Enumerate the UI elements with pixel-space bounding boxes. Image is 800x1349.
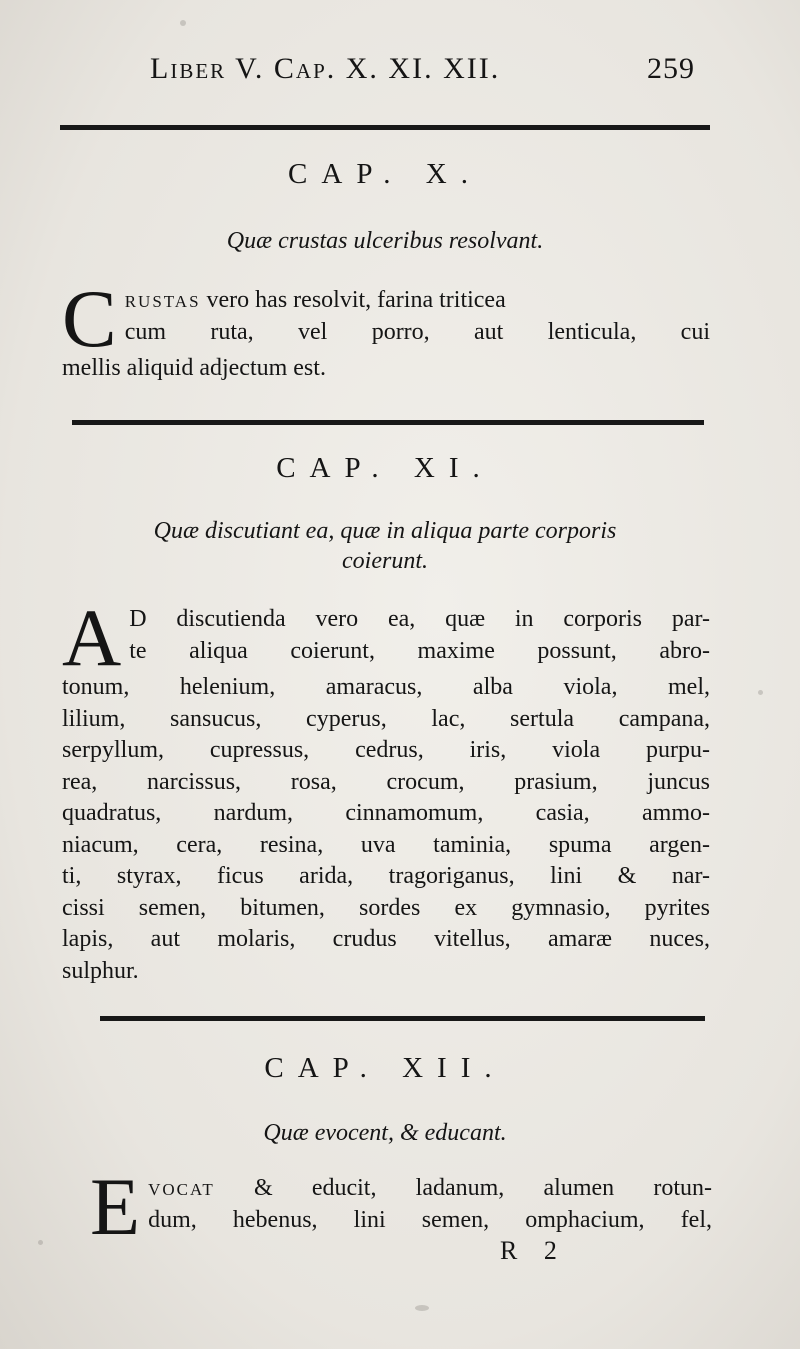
paragraph-line: niacum, cera, resina, uva taminia, spuma argen- [62, 831, 710, 858]
paragraph-line [62, 285, 710, 317]
lead-word: rustas [124, 287, 201, 313]
speckle [38, 1240, 43, 1245]
speckle [415, 1305, 429, 1311]
paragraph-line: cum ruta, vel porro, aut lenticula, cui [124, 318, 710, 345]
chapter-heading: CAP. XII. [264, 1052, 506, 1084]
chapter-heading: CAP. XI. [276, 452, 494, 484]
speckle [758, 690, 763, 695]
chapter-paragraph [62, 592, 710, 987]
drop-cap: E [90, 1161, 141, 1252]
running-head [150, 52, 695, 92]
paragraph-line: D discutienda vero ea, quæ in corporis par- [129, 606, 710, 632]
paragraph-line: ti, styrax, ficus arida, tragoriganus, lini & nar- [62, 863, 710, 889]
chapter-subtitle [60, 1118, 710, 1148]
section-rule [72, 420, 704, 425]
page-number: 259 [647, 52, 695, 85]
header-rule [60, 125, 710, 130]
signature-mark: R 2 [500, 1236, 567, 1265]
paragraph-line: lilium, sansucus, cyperus, lac, sertula campana, [62, 705, 710, 732]
paragraph-line: quadratus, nardum, cinnamomum, casia, ammo- [62, 800, 710, 826]
paragraph-line: cissi semen, bitumen, sordes ex gymnasio, pyrites [62, 894, 710, 921]
chapter-heading: CAP. X. [288, 158, 482, 190]
drop-cap: A [62, 592, 122, 683]
chapter-subtitle [60, 516, 710, 576]
chapter-subtitle [60, 226, 710, 256]
running-head-title: Liber V. Cap. X. XI. XII. [150, 52, 501, 85]
subtitle-line: Quæ evocent, & educant. [263, 1120, 507, 1146]
subtitle-line: Quæ crustas ulceribus resolvant. [226, 228, 544, 254]
chapter-paragraph [62, 273, 710, 385]
paragraph-line: rea, narcissus, rosa, crocum, prasium, juncus [62, 768, 710, 795]
paragraph-line: te aliqua coierunt, maxime possunt, abro- [129, 637, 710, 664]
section-rule [100, 1016, 705, 1021]
paragraph-line: tonum, helenium, amaracus, alba viola, mel, [62, 674, 710, 700]
drop-cap: C [62, 273, 117, 364]
paragraph-line: dum, hebenus, lini semen, omphacium, fel, [148, 1206, 712, 1233]
lead-word: vocat [148, 1175, 215, 1201]
paragraph-line: lapis, aut molaris, crudus vitellus, amaræ nuces, [62, 926, 710, 952]
paragraph-line [90, 1173, 712, 1205]
paragraph-line-text: vero has resolvit, farina triticea [200, 287, 506, 313]
paragraph-line: serpyllum, cupressus, cedrus, iris, viola purpu- [62, 737, 710, 763]
paragraph-line: sulphur. [62, 957, 139, 984]
paragraph-line: mellis aliquid adjectum est. [62, 355, 326, 381]
subtitle-line: coierunt. [342, 548, 428, 574]
paragraph-line-text: & educit, ladanum, alumen rotun- [214, 1175, 712, 1201]
speckle [180, 20, 186, 26]
subtitle-line: Quæ discutiant ea, quæ in aliqua parte corporis [153, 518, 617, 544]
